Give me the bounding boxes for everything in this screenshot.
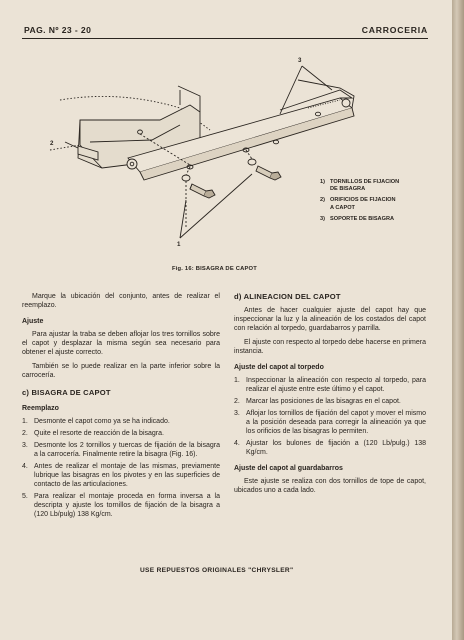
replacement-steps	[22, 417, 220, 519]
list-item: 2. Quite el resorte de reacción de la bisagra.	[22, 430, 164, 437]
callout-2: 2	[50, 140, 54, 147]
leader-2	[65, 142, 78, 148]
figure-caption: Fig. 16: BISAGRA DE CAPOT	[172, 266, 257, 272]
legend-item: 1) TORNILLOS DE FIJACION DE BISAGRA	[320, 179, 400, 193]
figure-legend	[320, 179, 440, 227]
leader-1a	[180, 200, 186, 238]
ajuste-heading: Ajuste	[22, 318, 44, 325]
fender-adjust-heading: Ajuste del capot al guardabarros	[234, 465, 343, 472]
list-item: 3. Desmonte los 2 tornillos y tuercas de fijación de la bisagra a la carrocería. Finalmente retire la bisagra (Fig. 16).	[22, 442, 220, 458]
bolt-left	[190, 184, 215, 198]
left-column	[22, 292, 220, 522]
section-title: CARROCERIA	[361, 25, 428, 35]
torpedo-adjust-steps	[234, 376, 426, 457]
list-item: 3. Aflojar los tornillos de fijación del capot y mover el mismo a la posición deseada para corregir la alineación ya que los orificios de las bisagras lo permiten.	[234, 410, 426, 435]
right-column	[234, 292, 426, 500]
reemplazo-heading: Reemplazo	[22, 405, 59, 412]
page-edge	[452, 0, 464, 640]
list-item: 4. Antes de realizar el montaje de las mismas, previamente lubrique las bisagras en los pivotes y en las superficies de contacto de las articulaciones.	[22, 463, 220, 488]
list-item: 4. Ajustar los bulones de fijación a (120 Lb/pulg.) 138 Kg/cm.	[234, 440, 426, 456]
list-item: 1. Inspeccionar la alineación con respecto al torpedo, para realizar el ajuste entre este último y el capot.	[234, 377, 426, 393]
list-item: 5. Para realizar el montaje proceda en forma inversa a la descripta y ajuste los tornillos de fijación de la bisagra a (120 Lb/pulg) 138 Kg/cm.	[22, 493, 220, 518]
torpedo-adjust-heading: Ajuste del capot al torpedo	[234, 364, 324, 371]
page-number: PAG. Nº 23 - 20	[24, 25, 92, 35]
alignment-paragraph-2: El ajuste con respecto al torpedo debe hacerse en primera instancia.	[234, 339, 426, 355]
page-footer: USE REPUESTOS ORIGINALES "CHRYSLER"	[140, 567, 294, 574]
hood-hinge-diagram	[40, 50, 370, 260]
leader-3b	[302, 66, 332, 90]
page-header	[22, 24, 428, 39]
washer	[182, 175, 190, 181]
leader-1b	[180, 174, 252, 238]
bolt-right	[256, 166, 281, 180]
fender-adjust-paragraph: Este ajuste se realiza con dos tornillos de tope de capot, ubicados uno a cada lado.	[234, 478, 426, 494]
section-c-heading: c) BISAGRA DE CAPOT	[22, 388, 111, 397]
legend-item: 3) SOPORTE DE BISAGRA	[320, 215, 395, 222]
section-d-heading: d) ALINEACION DEL CAPOT	[234, 292, 341, 301]
intro-paragraph: Marque la ubicación del conjunto, antes de realizar el reemplazo.	[22, 293, 220, 309]
ajuste-paragraph: Para ajustar la traba se deben aflojar los tres tornillos sobre el capot y desplazar la misma según sea necesario para obtener el ajuste correcto.	[22, 331, 220, 356]
list-item: 2. Marcar las posiciones de las bisagras en el capot.	[234, 398, 401, 405]
alignment-paragraph: Antes de hacer cualquier ajuste del capot hay que inspeccionar la luz y la alineación de los costados del capot con relación al torpedo, guardabarros y parrilla.	[234, 307, 426, 332]
callout-1: 1	[177, 241, 181, 248]
list-item: 1. Desmonte el capot como ya se ha indicado.	[22, 418, 170, 425]
ajuste-paragraph-2: También se lo puede realizar en la parte inferior sobre la carrocería.	[22, 363, 220, 379]
callout-3: 3	[298, 57, 302, 64]
legend-item: 2) ORIFICIOS DE FIJACION A CAPOT	[320, 197, 396, 211]
